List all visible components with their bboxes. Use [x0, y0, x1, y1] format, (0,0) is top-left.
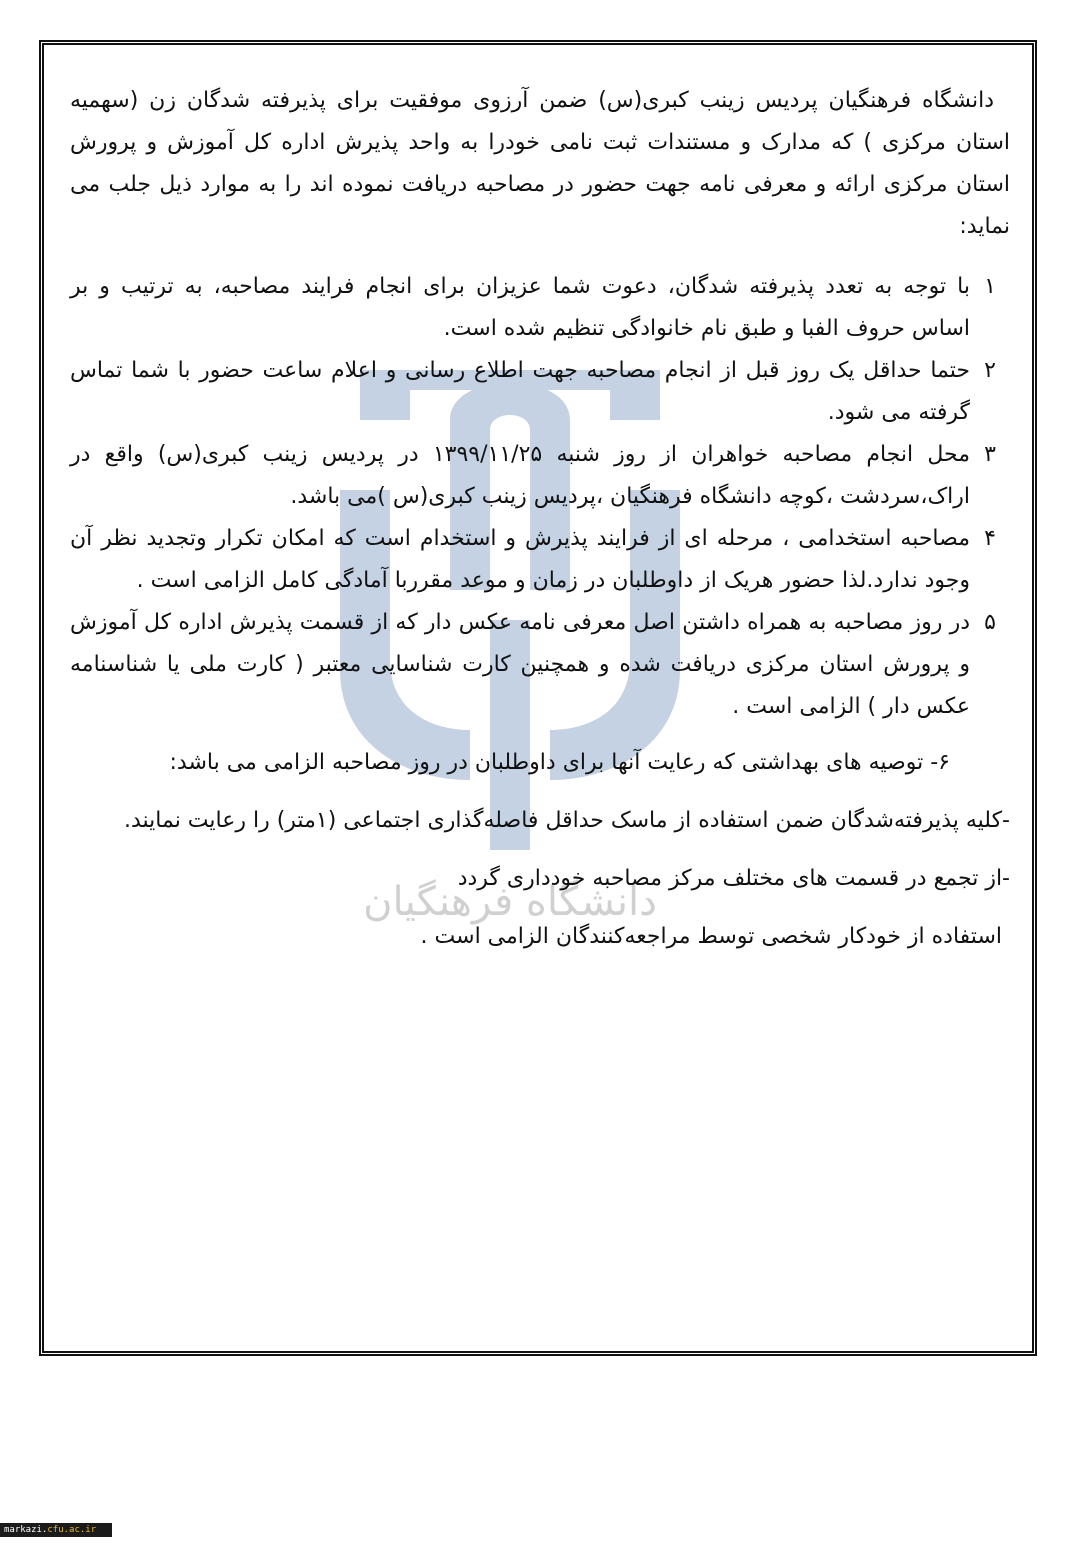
list-item-number: ۲	[984, 358, 996, 383]
list-item	[70, 518, 1010, 602]
site-watermark-badge	[0, 1523, 112, 1537]
health-recommendations-title: ۶- توصیه های بهداشتی که رعایت آنها برای داوطلبان در روز مصاحبه الزامی می باشد:	[169, 750, 950, 775]
list-item	[70, 266, 1010, 350]
list-item-number: ۱	[984, 274, 996, 299]
intro-paragraph: دانشگاه فرهنگیان پردیس زینب کبری(س) ضمن آرزوی موفقیت برای پذیرفته شدگان زن (سهمیه استان مرکزی ) که مدارک و مستندات ثبت نامی خودرا به واحد پذیرش اداره کل آموزش و پرورش استان مرکزی ارائه و معرفی نامه جهت حضور در مصاحبه دریافت نموده اند را به موارد ذیل جلب می نماید:	[70, 88, 1010, 239]
list-item-text: با توجه به تعدد پذیرفته شدگان، دعوت شما عزیزان برای انجام فرایند مصاحبه، به ترتیب و بر اساس حروف الفبا و طبق نام خانوادگی تنظیم شده است.	[70, 274, 970, 341]
numbered-list	[70, 266, 1010, 728]
list-item-text: در روز مصاحبه به همراه داشتن اصل معرفی نامه عکس دار که از قسمت پذیرش اداره کل آموزش و پرورش استان مرکزی دریافت شده و همچنین کارت شناسایی معتبر ( کارت ملی یا شناسنامه عکس دار ) الزامی است .	[70, 610, 970, 719]
health-item-gathering: -از تجمع در قسمت های مختلف مرکز مصاحبه خودداری گردد	[457, 866, 1010, 891]
list-item-number: ۳	[984, 442, 996, 467]
health-item-pen: استفاده از خودکار شخصی توسط مراجعه‌کنندگان الزامی است .	[420, 924, 1002, 949]
document-body	[70, 80, 1010, 958]
list-item-number: ۵	[984, 610, 996, 635]
list-item-number: ۴	[984, 526, 996, 551]
list-item-text: حتما حداقل یک روز قبل از انجام مصاحبه جهت اطلاع رسانی و اعلام ساعت حضور با شما تماس گرفته می شود.	[70, 358, 970, 425]
list-item	[70, 350, 1010, 434]
list-item	[70, 434, 1010, 518]
list-item-text: محل انجام مصاحبه خواهران از روز شنبه ۱۳۹۹/۱۱/۲۵ در پردیس زینب کبری(س) واقع در اراک،سردشت ،کوچه دانشگاه فرهنگیان ،پردیس زینب کبری(س )می باشد.	[70, 442, 970, 509]
list-item-text: مصاحبه استخدامی ، مرحله ای از فرایند پذیرش و استخدام است که امکان تکرار وتجدید نظر آن وجود ندارد.لذا حضور هریک از داوطلبان در زمان و موعد مقرربا آمادگی کامل الزامی است .	[70, 526, 970, 593]
watermark-text: دانشگاه فرهنگیان	[363, 879, 657, 925]
site-prefix: markazi.	[4, 1525, 48, 1535]
site-suffix: cfu.ac.ir	[47, 1525, 97, 1535]
health-item-mask: -کلیه پذیرفته‌شدگان ضمن استفاده از ماسک حداقل فاصله‌گذاری اجتماعی (۱متر) را رعایت نمایند.	[123, 808, 1010, 833]
list-item	[70, 602, 1010, 728]
